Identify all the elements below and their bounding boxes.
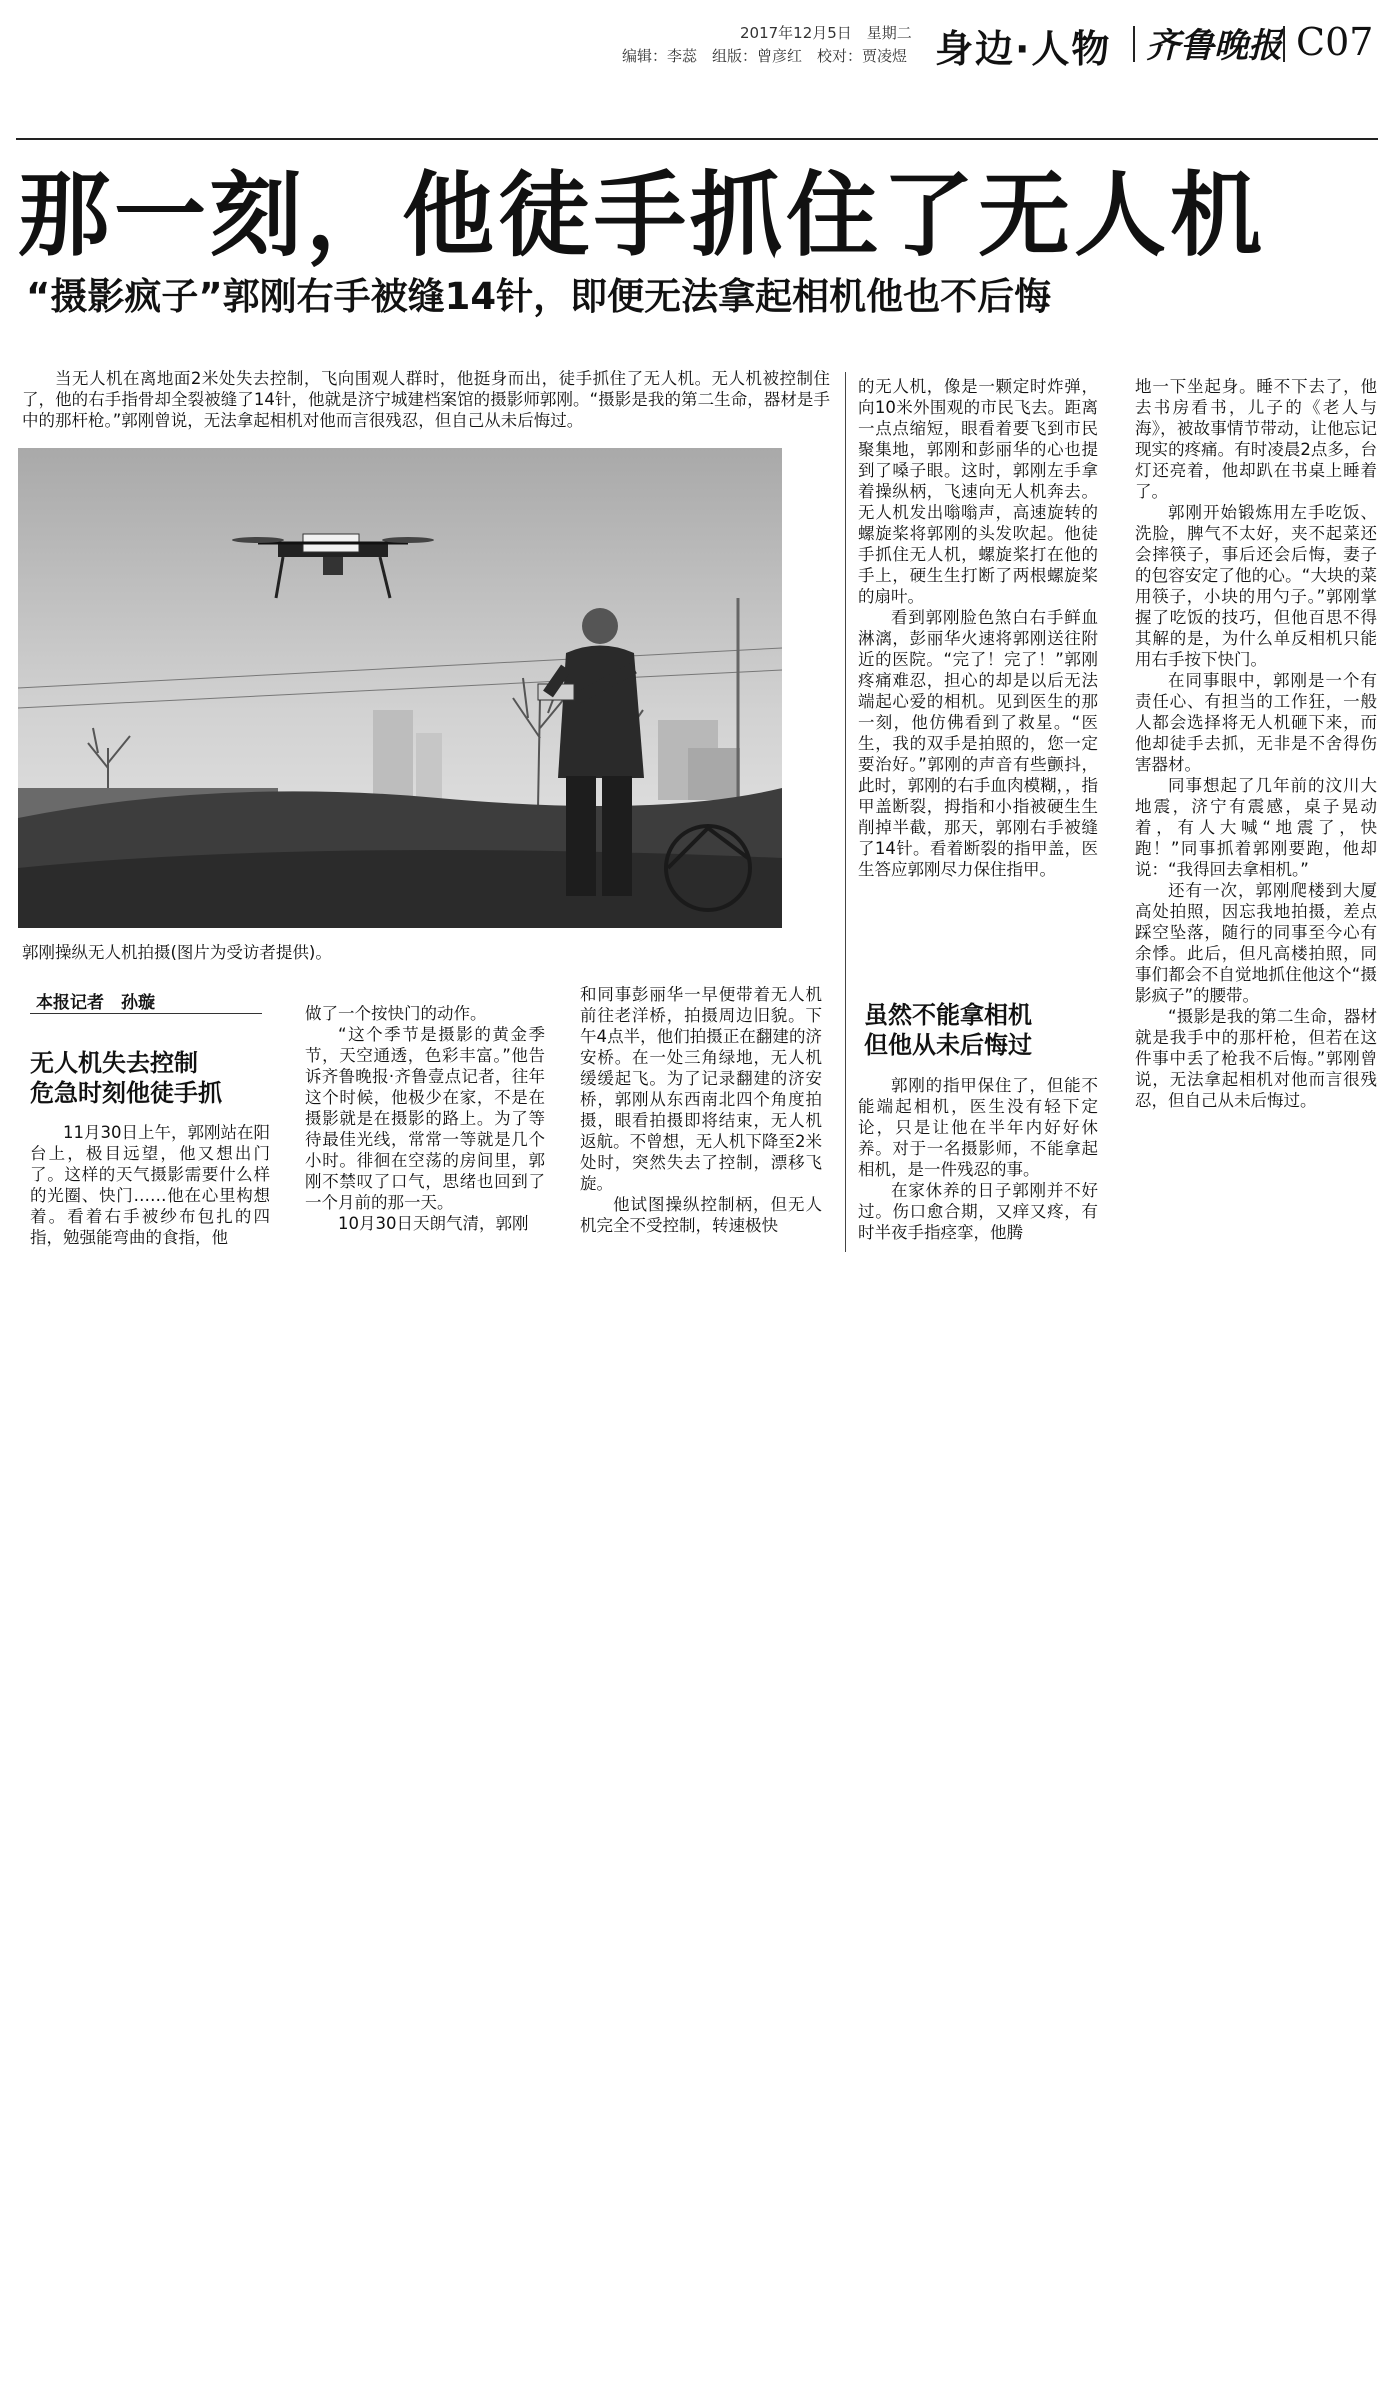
subhead-line: 虽然不能拿相机 <box>864 1001 1032 1029</box>
subhead-line: 危急时刻他徒手抓 <box>30 1079 222 1107</box>
column-rule <box>845 372 846 1252</box>
subheadline: “摄影疯子”郭刚右手被缝14针，即便无法拿起相机他也不后悔 <box>26 275 1052 318</box>
byline: 本报记者 孙璇 <box>36 993 155 1013</box>
paragraph: 地一下坐起身。睡不下去了，他去书房看书，儿子的《老人与海》，被故事情节带动，让他忘记现实的疼痛。有时凌晨2点多，台灯还亮着，他却趴在书桌上睡着了。 <box>1135 377 1377 501</box>
body-column-2 <box>305 1003 545 1234</box>
paragraph: 做了一个按快门的动作。 <box>305 1004 487 1023</box>
byline-rule <box>30 1013 262 1014</box>
paragraph: 郭刚的指甲保住了，但能不能端起相机，医生没有轻下定论，只是让他在半年内好好休养。对于一名摄影师，不能拿起相机，是一件残忍的事。 <box>858 1076 1098 1179</box>
paragraph: 和同事彭丽华一早便带着无人机前往老洋桥，拍摄周边旧貌。下午4点半，他们拍摄正在翻建的济安桥。在一处三角绿地，无人机缓缓起飞。为了记录翻建的济安桥，郭刚从东西南北四个角度拍摄，眼看拍摄即将结束，无人机返航。不曾想，无人机下降至2米处时，突然失去了控制，漂移飞旋。 <box>580 985 822 1193</box>
paragraph: 11月30日上午，郭刚站在阳台上，极目远望，他又想出门了。这样的天气摄影需要什么样的光圈、快门……他在心里构想着。看着右手被纱布包扎的四指，勉强能弯曲的食指，他 <box>30 1123 270 1247</box>
subhead-line: 但他从未后悔过 <box>864 1031 1032 1059</box>
paragraph: 郭刚开始锻炼用左手吃饭、洗脸，脾气不太好，夹不起菜还会摔筷子，事后还会后悔，妻子的包容安定了他的心。“大块的菜用筷子，小块的用勺子。”郭刚掌握了吃饭的技巧，但他百思不得其解的是，为什么单反相机只能用右手按下快门。 <box>1135 503 1377 669</box>
header-rule <box>16 138 1378 140</box>
newspaper-logo: 齐鲁晚报 <box>1146 26 1282 66</box>
paragraph: 在同事眼中，郭刚是一个有责任心、有担当的工作狂，一般人都会选择将无人机砸下来，而他却徒手去抓，无非是不舍得伤害器材。 <box>1135 671 1377 774</box>
section-subhead-2 <box>864 1000 1032 1060</box>
body-column-4 <box>858 376 1098 880</box>
paragraph: 看到郭刚脸色煞白右手鲜血淋漓，彭丽华火速将郭刚送往附近的医院。“完了！完了！”郭刚疼痛难忍，担心的却是以后无法端起心爱的相机。见到医生的那一刻，他仿佛看到了救星。“医生，我的双手是拍照的，您一定要治好。”郭刚的声音有些颤抖，此时，郭刚的右手血肉模糊，，指甲盖断裂，拇指和小指被硬生生削掉半截，那天，郭刚右手被缝了14针。看着断裂的指甲盖，医生答应郭刚尽力保住指甲。 <box>858 608 1098 879</box>
photo-caption: 郭刚操纵无人机拍摄(图片为受访者提供)。 <box>22 943 332 962</box>
paragraph: “这个季节是摄影的黄金季节，天空通透，色彩丰富。”他告诉齐鲁晚报·齐鲁壹点记者，往年这个时候，他极少在家，不是在摄影就是在摄影的路上。为了等待最佳光线，常常一等就是几个小时。徘徊在空荡的房间里，郭刚不禁叹了口气，思绪也回到了一个月前的那一天。 <box>305 1025 545 1212</box>
paragraph: 的无人机，像是一颗定时炸弹，向10米外围观的市民飞去。距离一点点缩短，眼看着要飞到市民聚集地，郭刚和彭丽华的心也提到了嗓子眼。这时，郭刚左手拿着操纵柄，飞速向无人机奔去。无人机发出嗡嗡声，高速旋转的螺旋桨将郭刚的头发吹起。他徒手抓住无人机，螺旋桨打在他的手上，硬生生打断了两根螺旋桨的扇叶。 <box>858 377 1098 606</box>
body-column-5 <box>1135 376 1377 1111</box>
body-column-4-continued <box>858 1075 1098 1243</box>
subhead-line: 无人机失去控制 <box>30 1049 198 1077</box>
section-title: 身边·人物 <box>935 27 1112 71</box>
photo-illustration <box>18 448 782 928</box>
section-subhead-1 <box>30 1048 222 1108</box>
header-divider <box>1283 26 1285 62</box>
headline: 那一刻，他徒手抓住了无人机 <box>18 162 1267 269</box>
paragraph: “摄影是我的第二生命，器材就是我手中的那杆枪，但若在这件事中丢了枪我不后悔。”郭刚曾说，无法拿起相机对他而言很残忍，但自己从未后悔过。 <box>1135 1007 1377 1110</box>
paragraph: 在家休养的日子郭刚并不好过。伤口愈合期，又痒又疼，有时半夜手指痉挛，他腾 <box>858 1181 1098 1242</box>
body-column-3 <box>580 984 822 1236</box>
page-number: C07 <box>1296 20 1374 64</box>
paragraph: 同事想起了几年前的汶川大地震，济宁有震感，桌子晃动着，有人大喊“地震了，快跑！”同事抓着郭刚要跑，他却说：“我得回去拿相机。” <box>1135 776 1377 879</box>
issue-date: 2017年12月5日 星期二 <box>740 24 912 42</box>
drone-photo <box>18 448 782 928</box>
editor-credits: 编辑：李蕊 组版：曾彦红 校对：贾凌煜 <box>622 47 908 65</box>
paragraph: 10月30日天朗气清，郭刚 <box>338 1214 529 1233</box>
body-column-1 <box>30 1122 270 1248</box>
header-divider <box>1133 26 1135 62</box>
paragraph: 他试图操纵控制柄，但无人机完全不受控制，转速极快 <box>580 1195 822 1235</box>
lead-paragraph: 当无人机在离地面2米处失去控制，飞向围观人群时，他挺身而出，徒手抓住了无人机。无人机被控制住了，他的右手指骨却全裂被缝了14针，他就是济宁城建档案馆的摄影师郭刚。“摄影是我的第二生命，器材是手中的那杆枪。”郭刚曾说，无法拿起相机对他而言很残忍，但自己从未后悔过。 <box>22 369 830 430</box>
paragraph: 还有一次，郭刚爬楼到大厦高处拍照，因忘我地拍摄，差点踩空坠落，随行的同事至今心有余悸。此后，但凡高楼拍照，同事们都会不自觉地抓住他这个“摄影疯子”的腰带。 <box>1135 881 1377 1005</box>
